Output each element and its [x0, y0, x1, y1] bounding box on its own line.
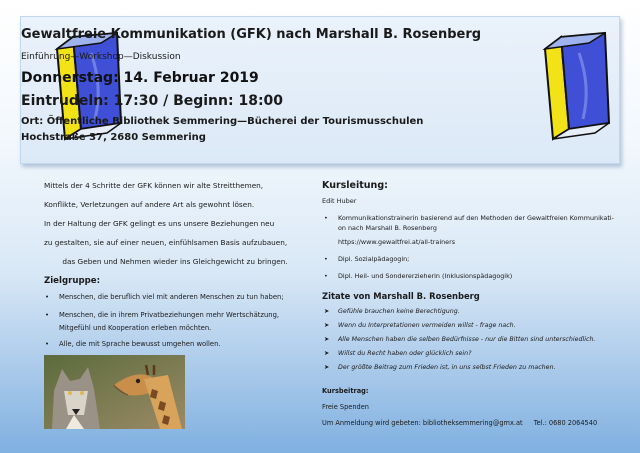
trainer-link[interactable]: https://www.gewaltfrei.at/all-trainers [338, 238, 456, 246]
intro-section [44, 180, 306, 356]
arrow-bullet-icon: ➤ [324, 336, 330, 343]
arrow-bullet-icon: ➤ [324, 350, 330, 357]
list-item: • Menschen, die in ihrem Privatbeziehungen mehr Wertschätzung, Mitgefühl und Kooperation erleben möchten. [45, 311, 280, 332]
intro-line: Mittels der 4 Schritte der GFK können wir alte Streitthemen, [44, 181, 264, 190]
intro-line: das Geben und Nehmen wieder ins Gleichgewicht zu bringen. [62, 257, 288, 266]
fee-value: Freie Spenden [322, 403, 369, 411]
arrow-bullet-icon: ➤ [324, 364, 330, 371]
bullet-icon: • [45, 293, 50, 301]
animals-photo [44, 355, 185, 429]
arrow-bullet-icon: ➤ [324, 322, 330, 329]
event-date: Donnerstag: 14. Februar 2019 [21, 70, 259, 86]
list-item: ➤ Alle Menschen haben die selben Bedürfnisse - nur die Bitten sind unterschiedlich. [324, 336, 596, 343]
page-title: Gewaltfreie Kommunikation (GFK) nach Marshall B. Rosenberg [21, 27, 482, 42]
list-item: ➤ Wenn du Interpretationen vermeiden willst - frage nach. [324, 322, 516, 329]
registration-info [322, 419, 622, 427]
arrow-bullet-icon: ➤ [324, 308, 330, 315]
intro-line: Konflikte, Verletzungen auf andere Art als gewohnt lösen. [44, 200, 255, 209]
event-address: Hochstraße 37, 2680 Semmering [21, 132, 206, 143]
course-lead-heading: Kursleitung: [322, 180, 388, 191]
header-banner [20, 16, 620, 164]
list-item: ➤ Willst du Recht haben oder glücklich sein? [324, 350, 472, 357]
list-item: ➤ Der größte Beitrag zum Frieden ist, in uns selbst Frieden zu machen. [324, 364, 556, 371]
intro-line: In der Haltung der GFK gelingt es uns unsere Beziehungen neu [44, 219, 275, 228]
list-item: • Dipl. Sozialpädagogin; [324, 255, 410, 263]
list-item: • Menschen, die beruflich viel mit anderen Menschen zu tun haben; [45, 293, 284, 301]
list-item: • Kommunikationstrainerin basierend auf den Methoden der Gewaltfreien Kommunikati-on nach Marshall B. Rosenberg https://www.gewaltfrei.at/all-trainers [322, 213, 622, 247]
book-icon [539, 27, 613, 145]
fee-heading: Kursbeitrag: [322, 387, 369, 395]
bullet-icon: • [324, 255, 328, 263]
registration-email[interactable]: Um Anmeldung wird gebeten: bibliotheksemmering@gmx.at [322, 419, 523, 427]
target-group-heading: Zielgruppe: [44, 276, 101, 286]
target-group-list [44, 292, 306, 356]
bullet-icon: • [324, 272, 328, 280]
quotes-list [322, 307, 622, 377]
list-item: • Alle, die mit Sprache bewusst umgehen wollen. [45, 340, 221, 348]
event-time: Eintrudeln: 17:30 / Beginn: 18:00 [21, 93, 284, 109]
bullet-icon: • [324, 214, 328, 222]
subtitle: Einführung—Workshop—Diskussion [21, 52, 181, 62]
intro-line: zu gestalten, sie auf einer neuen, einfühlsamen Basis aufzubauen, [44, 238, 288, 247]
quotes-heading: Zitate von Marshall B. Rosenberg [322, 291, 480, 301]
course-lead-name: Edit Huber [322, 197, 357, 205]
bullet-icon: • [45, 311, 50, 319]
book-icon [51, 27, 125, 145]
right-section [322, 180, 622, 427]
list-item: ➤ Gefühle brauchen keine Berechtigung. [324, 308, 460, 315]
list-item: • Dipl. Heil- und Sondererzieherin (Inklusionspädagogik) [324, 272, 513, 280]
bullet-icon: • [45, 340, 50, 348]
registration-phone: Tel.: 0680 2064540 [533, 419, 598, 427]
event-location: Ort: Öffentliche Bibliothek Semmering—Bücherei der Tourismusschulen [21, 116, 424, 127]
course-lead-list [322, 213, 622, 281]
